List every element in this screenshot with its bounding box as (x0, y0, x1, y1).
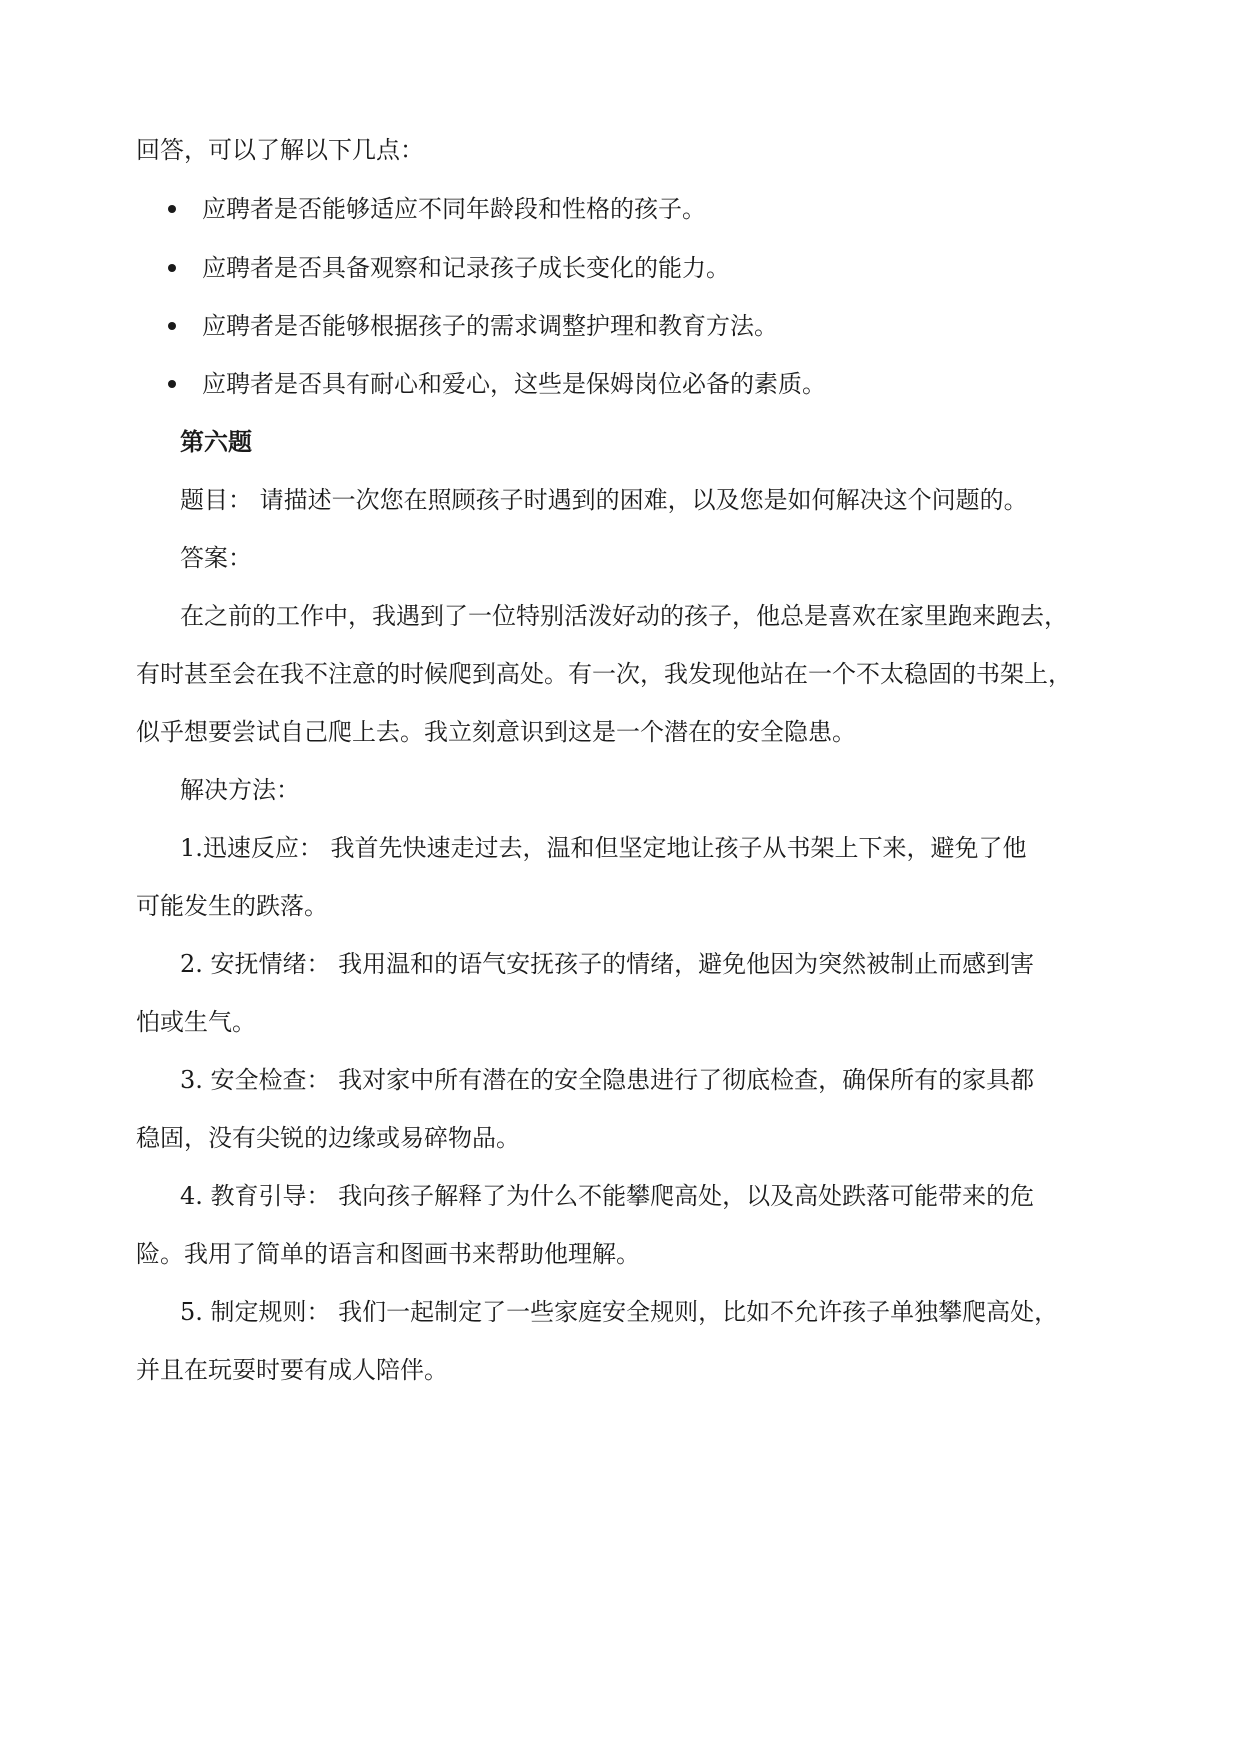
step-line: 并且在玩耍时要有成人陪伴。 (136, 1356, 448, 1384)
bullet-dot-icon (168, 322, 176, 330)
story-line: 似乎想要尝试自己爬上去。我立刻意识到这是一个潜在的安全隐患。 (136, 718, 856, 746)
bullet-item: 应聘者是否具备观察和记录孩子成长变化的能力。 (202, 254, 730, 282)
answer-label: 答案： (180, 544, 252, 572)
section-title: 第六题 (180, 427, 252, 456)
step-line: 险。我用了简单的语言和图画书来帮助他理解。 (136, 1240, 640, 1268)
step-line: 稳固，没有尖锐的边缘或易碎物品。 (136, 1124, 520, 1152)
step-line: 4. 教育引导： 我向孩子解释了为什么不能攀爬高处，以及高处跌落可能带来的危 (180, 1182, 1035, 1210)
step-line: 可能发生的跌落。 (136, 892, 328, 920)
bullet-dot-icon (168, 205, 176, 213)
step-line: 2. 安抚情绪： 我用温和的语气安抚孩子的情绪，避免他因为突然被制止而感到害 (180, 950, 1035, 978)
step-line: 3. 安全检查： 我对家中所有潜在的安全隐患进行了彻底检查，确保所有的家具都 (180, 1066, 1035, 1094)
bullet-item: 应聘者是否能够适应不同年龄段和性格的孩子。 (202, 195, 706, 223)
step-line: 5. 制定规则： 我们一起制定了一些家庭安全规则，比如不允许孩子单独攀爬高处， (180, 1298, 1059, 1326)
step-line: 怕或生气。 (136, 1008, 256, 1036)
bullet-dot-icon (168, 380, 176, 388)
story-line: 在之前的工作中，我遇到了一位特别活泼好动的孩子，他总是喜欢在家里跑来跑去， (180, 602, 1068, 630)
bullet-item: 应聘者是否具有耐心和爱心，这些是保姆岗位必备的素质。 (202, 370, 826, 398)
story-line: 有时甚至会在我不注意的时候爬到高处。有一次，我发现他站在一个不太稳固的书架上， (136, 660, 1072, 688)
step-line: 1.迅速反应： 我首先快速走过去，温和但坚定地让孩子从书架上下来，避免了他 (180, 834, 1027, 862)
intro-text: 回答，可以了解以下几点： (136, 136, 424, 164)
question-text: 题目： 请描述一次您在照顾孩子时遇到的困难，以及您是如何解决这个问题的。 (180, 486, 1028, 514)
bullet-item: 应聘者是否能够根据孩子的需求调整护理和教育方法。 (202, 312, 778, 340)
bullet-dot-icon (168, 264, 176, 272)
solution-label: 解决方法： (180, 776, 300, 804)
